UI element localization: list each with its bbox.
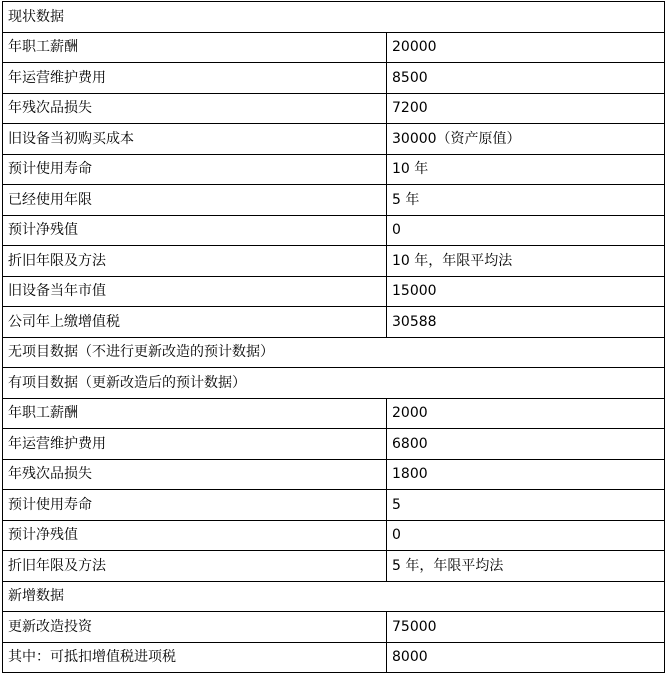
row-label: 公司年上缴增值税	[3, 307, 387, 338]
row-label: 年职工薪酬	[3, 398, 387, 429]
table-row	[3, 246, 665, 277]
table-row	[3, 124, 665, 155]
row-value: 10 年	[387, 154, 665, 185]
row-label: 年残次品损失	[3, 93, 387, 124]
row-label: 其中：可抵扣增值税进项税	[3, 642, 387, 673]
row-label: 折旧年限及方法	[3, 246, 387, 277]
row-value: 30000（资产原值）	[387, 124, 665, 155]
row-value: 0	[387, 520, 665, 551]
row-value: 30588	[387, 307, 665, 338]
table-row	[3, 185, 665, 216]
section-header-row	[3, 2, 665, 33]
table-row	[3, 398, 665, 429]
row-label: 预计使用寿命	[3, 490, 387, 521]
table-row	[3, 520, 665, 551]
row-value: 8000	[387, 642, 665, 673]
row-label: 年职工薪酬	[3, 32, 387, 63]
row-value: 2000	[387, 398, 665, 429]
row-value: 20000	[387, 32, 665, 63]
table-row	[3, 276, 665, 307]
row-label: 年运营维护费用	[3, 429, 387, 460]
section-header: 现状数据	[3, 2, 665, 33]
table-row	[3, 307, 665, 338]
section-header: 无项目数据（不进行更新改造的预计数据）	[3, 337, 665, 368]
row-label: 预计净残值	[3, 215, 387, 246]
row-value: 8500	[387, 63, 665, 94]
row-label: 旧设备当年市值	[3, 276, 387, 307]
row-label: 预计净残值	[3, 520, 387, 551]
row-value: 5	[387, 490, 665, 521]
row-label: 更新改造投资	[3, 612, 387, 643]
section-header-row	[3, 581, 665, 612]
table-row	[3, 551, 665, 582]
table-row	[3, 490, 665, 521]
row-label: 年运营维护费用	[3, 63, 387, 94]
section-header-row	[3, 368, 665, 399]
row-label: 预计使用寿命	[3, 154, 387, 185]
section-header: 有项目数据（更新改造后的预计数据）	[3, 368, 665, 399]
table-row	[3, 215, 665, 246]
row-value: 75000	[387, 612, 665, 643]
row-value: 6800	[387, 429, 665, 460]
table-row	[3, 154, 665, 185]
table-row	[3, 93, 665, 124]
table-row	[3, 642, 665, 673]
row-value: 0	[387, 215, 665, 246]
row-value: 5 年	[387, 185, 665, 216]
row-label: 已经使用年限	[3, 185, 387, 216]
section-header-row	[3, 337, 665, 368]
row-value: 15000	[387, 276, 665, 307]
table-row	[3, 63, 665, 94]
row-label: 年残次品损失	[3, 459, 387, 490]
row-value: 10 年，年限平均法	[387, 246, 665, 277]
row-value: 1800	[387, 459, 665, 490]
table-row	[3, 32, 665, 63]
row-value: 7200	[387, 93, 665, 124]
row-label: 折旧年限及方法	[3, 551, 387, 582]
data-table	[2, 1, 665, 673]
table-body	[3, 2, 665, 673]
section-header: 新增数据	[3, 581, 665, 612]
table-row	[3, 429, 665, 460]
row-label: 旧设备当初购买成本	[3, 124, 387, 155]
table-row	[3, 612, 665, 643]
row-value: 5 年，年限平均法	[387, 551, 665, 582]
table-row	[3, 459, 665, 490]
